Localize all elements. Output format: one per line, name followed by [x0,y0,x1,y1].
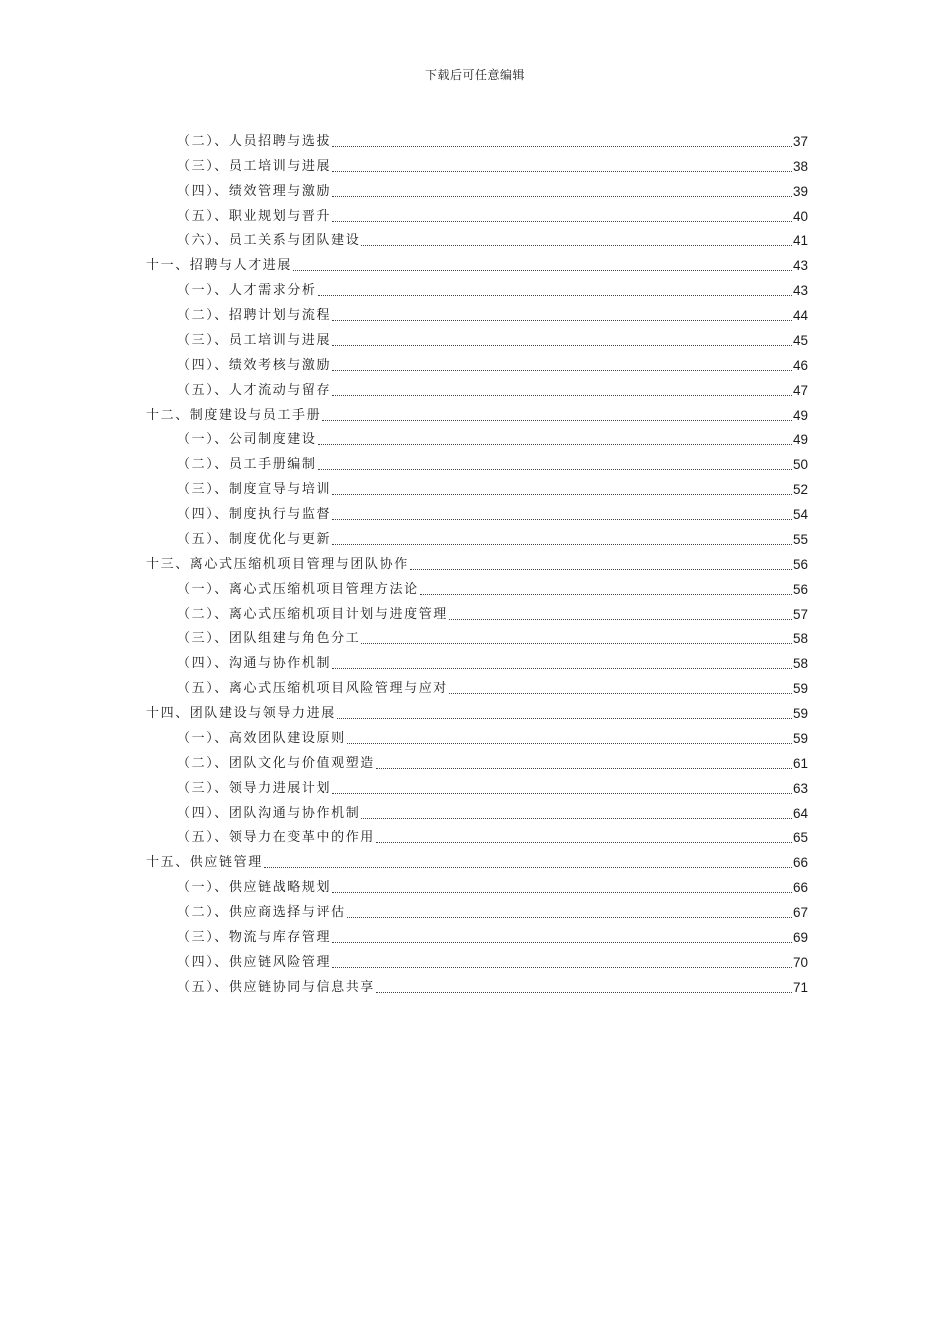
toc-section-entry[interactable] [146,773,808,798]
toc-chapter-entry[interactable] [146,549,808,574]
toc-section-entry[interactable] [146,823,808,848]
toc-page-number: 46 [792,357,808,373]
toc-entry-title: 十一、招聘与人才进展 [146,258,293,274]
toc-section-entry[interactable] [146,275,808,300]
toc-page-number: 43 [792,258,808,274]
toc-section-entry[interactable] [146,947,808,972]
toc-page-number: 57 [792,606,808,622]
toc-page-number: 49 [792,432,808,448]
toc-dot-leader [332,221,792,222]
toc-page-number: 37 [792,133,808,149]
toc-dot-leader [376,842,792,843]
toc-entry-title: （二）、供应商选择与评估 [177,905,346,920]
toc-chapter-entry[interactable] [146,847,808,872]
toc-page-number: 58 [792,656,808,672]
toc-section-entry[interactable] [146,151,808,176]
toc-page-number: 43 [792,283,808,299]
toc-dot-leader [318,295,792,296]
toc-section-entry[interactable] [146,499,808,524]
toc-entry-title: （五）、人才流动与留存 [177,382,332,398]
page-header: 下载后可任意编辑 [424,68,525,82]
toc-section-entry[interactable] [146,748,808,773]
toc-entry-title: （六）、员工关系与团队建设 [177,233,361,249]
toc-page-number: 63 [792,780,808,796]
toc-dot-leader [332,942,792,943]
toc-dot-leader [332,345,792,346]
toc-section-entry[interactable] [146,126,808,151]
toc-dot-leader [332,967,792,968]
toc-dot-leader [322,420,792,421]
toc-dot-leader [318,444,792,445]
toc-page-number: 55 [792,531,808,547]
toc-page-number: 52 [792,482,808,498]
toc-page-number: 54 [792,507,808,522]
toc-page-number: 50 [792,457,808,473]
toc-page-number: 59 [792,706,808,721]
toc-entry-title: （一）、人才需求分析 [177,283,317,299]
toc-dot-leader [449,619,792,620]
toc-entry-title: （五）、职业规划与晋升 [177,208,332,224]
toc-dot-leader [347,917,792,918]
toc-entry-title: （三）、物流与库存管理 [177,929,332,945]
toc-entry-title: （二）、员工手册编制 [177,457,317,473]
toc-entry-title: （四）、沟通与协作机制 [177,656,332,672]
toc-section-entry[interactable] [146,574,808,599]
toc-entry-title: （四）、绩效考核与激励 [177,357,332,373]
toc-dot-leader [332,320,792,321]
toc-page-number: 45 [792,332,808,348]
toc-section-entry[interactable] [146,922,808,947]
toc-page-number: 65 [792,830,808,846]
toc-page-number: 44 [792,308,808,323]
toc-dot-leader [347,743,792,744]
toc-page-number: 67 [792,905,808,920]
toc-page-number: 59 [792,730,808,746]
toc-page-number: 64 [792,805,808,821]
toc-section-entry[interactable] [146,872,808,897]
toc-section-entry[interactable] [146,425,808,450]
toc-entry-title: （四）、制度执行与监督 [177,507,332,522]
toc-page-number: 66 [792,855,808,871]
toc-page-number: 39 [792,183,808,199]
toc-entry-title: （三）、员工培训与进展 [177,332,332,348]
toc-entry-title: （一）、离心式压缩机项目管理方法论 [177,581,419,597]
toc-dot-leader [376,768,792,769]
toc-dot-leader [332,544,792,545]
table-of-contents [146,126,808,997]
toc-section-entry[interactable] [146,226,808,251]
toc-dot-leader [337,718,792,719]
toc-entry-title: 十三、离心式压缩机项目管理与团队协作 [146,556,409,572]
toc-dot-leader [410,569,792,570]
toc-section-entry[interactable] [146,648,808,673]
toc-entry-title: （五）、领导力在变革中的作用 [177,830,375,846]
toc-section-entry[interactable] [146,176,808,201]
toc-page-number: 47 [792,382,808,398]
toc-dot-leader [332,668,792,669]
toc-page-number: 49 [792,407,808,423]
toc-section-entry[interactable] [146,798,808,823]
toc-dot-leader [361,643,792,644]
toc-entry-title: （三）、制度宣导与培训 [177,482,332,498]
toc-entry-title: （四）、绩效管理与激励 [177,183,332,199]
toc-page-number: 61 [792,755,808,771]
toc-section-entry[interactable] [146,599,808,624]
toc-entry-title: （一）、高效团队建设原则 [177,730,346,746]
toc-chapter-entry[interactable] [146,250,808,275]
toc-entry-title: （五）、制度优化与更新 [177,531,332,547]
toc-dot-leader [332,196,792,197]
toc-entry-title: （三）、员工培训与进展 [177,158,332,174]
toc-dot-leader [420,594,792,595]
toc-entry-title: 十二、制度建设与员工手册 [146,407,322,423]
toc-entry-title: （二）、招聘计划与流程 [177,308,332,323]
toc-entry-title: （五）、离心式压缩机项目风险管理与应对 [177,681,448,697]
toc-section-entry[interactable] [146,375,808,400]
toc-page-number: 71 [792,979,808,995]
toc-dot-leader [361,245,792,246]
toc-chapter-entry[interactable] [146,400,808,425]
toc-entry-title: （五）、供应链协同与信息共享 [177,979,375,995]
toc-page-number: 59 [792,681,808,697]
toc-dot-leader [361,818,792,819]
toc-section-entry[interactable] [146,201,808,226]
toc-dot-leader [264,867,792,868]
toc-section-entry[interactable] [146,723,808,748]
toc-dot-leader [332,146,792,147]
toc-entry-title: （二）、人员招聘与选拔 [177,133,332,149]
toc-dot-leader [318,469,792,470]
toc-dot-leader [332,395,792,396]
toc-dot-leader [332,370,792,371]
toc-dot-leader [332,892,792,893]
toc-dot-leader [332,793,792,794]
toc-section-entry[interactable] [146,449,808,474]
toc-page-number: 41 [792,233,808,249]
toc-entry-title: （三）、团队组建与角色分工 [177,631,361,647]
toc-dot-leader [376,992,792,993]
toc-entry-title: 十五、供应链管理 [146,855,263,871]
toc-page-number: 56 [792,556,808,572]
toc-entry-title: （四）、团队沟通与协作机制 [177,805,361,821]
toc-section-entry[interactable] [146,350,808,375]
toc-section-entry[interactable] [146,972,808,997]
toc-dot-leader [449,693,792,694]
toc-page-number: 58 [792,631,808,647]
toc-page-number: 40 [792,208,808,224]
toc-dot-leader [332,171,792,172]
toc-page-number: 56 [792,581,808,597]
toc-entry-title: （三）、领导力进展计划 [177,780,332,796]
toc-section-entry[interactable] [146,474,808,499]
toc-entry-title: 十四、团队建设与领导力进展 [146,706,336,721]
toc-entry-title: （二）、团队文化与价值观塑造 [177,755,375,771]
toc-section-entry[interactable] [146,524,808,549]
toc-page-number: 69 [792,929,808,945]
toc-entry-title: （二）、离心式压缩机项目计划与进度管理 [177,606,448,622]
toc-dot-leader [332,494,792,495]
toc-entry-title: （一）、公司制度建设 [177,432,317,448]
toc-chapter-entry[interactable] [146,698,808,723]
toc-page-number: 66 [792,880,808,896]
toc-page-number: 38 [792,158,808,174]
toc-entry-title: （一）、供应链战略规划 [177,880,332,896]
toc-page-number: 70 [792,954,808,970]
toc-dot-leader [293,270,792,271]
toc-dot-leader [332,519,792,520]
toc-section-entry[interactable] [146,673,808,698]
toc-entry-title: （四）、供应链风险管理 [177,954,332,970]
toc-section-entry[interactable] [146,300,808,325]
toc-section-entry[interactable] [146,624,808,649]
toc-section-entry[interactable] [146,325,808,350]
toc-section-entry[interactable] [146,897,808,922]
